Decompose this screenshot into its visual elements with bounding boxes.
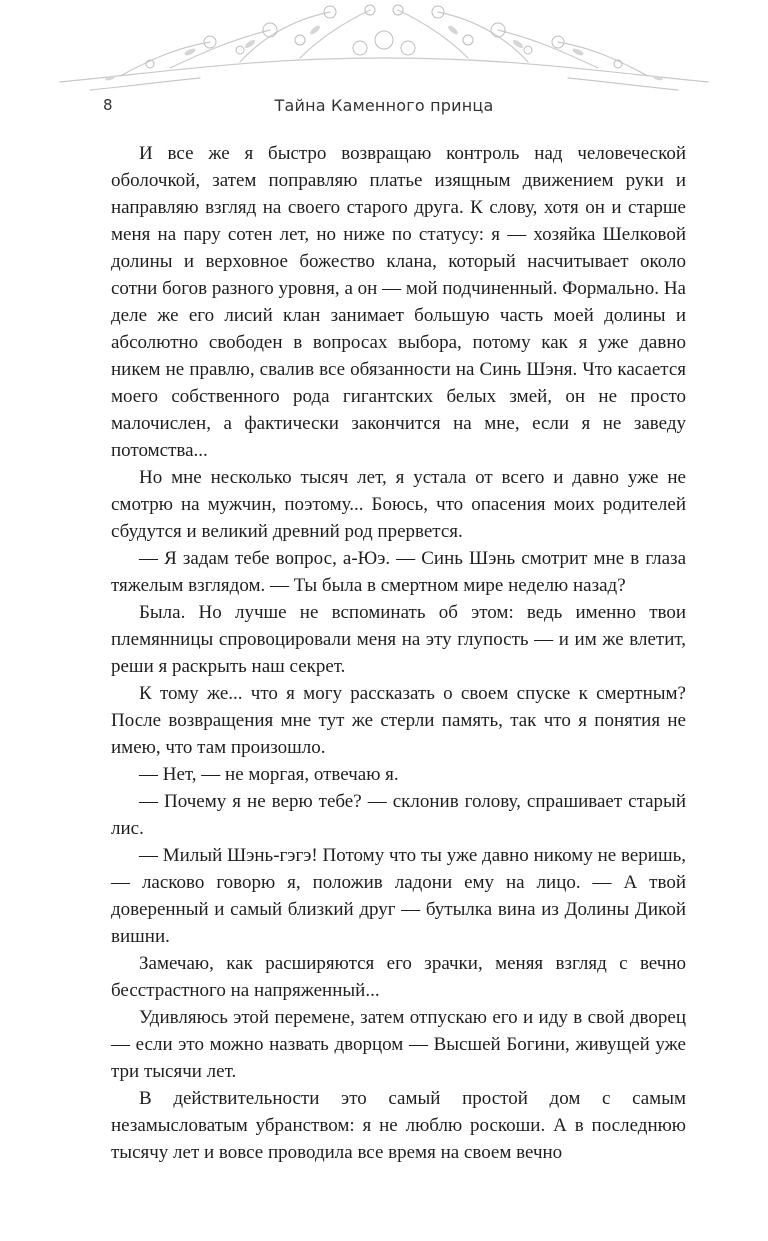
floral-branch-ornament <box>0 0 768 100</box>
paragraph: В действительности это самый простой дом с самым незамысловатым убранством: я не люблю роскоши. А в последнюю тысячу лет и вовсе проводила все время на своем вечно <box>111 1088 686 1163</box>
paragraph: — Почему я не верю тебе? — склонив голову, спрашивает старый лис. <box>111 791 686 839</box>
paragraph: К тому же... что я могу рассказать о своем спуске к смертным? После возвращения мне тут же стерли память, так что я понятия не имею, что там произошло. <box>111 683 686 758</box>
paragraph: И все же я быстро возвращаю контроль над человеческой оболочкой, затем поправляю платье изящным движением руки и направляю взгляд на своего старого друга. К слову, хотя он и старше меня на пару сотен лет, но ниже по статусу: я — хозяйка Шелковой долины и верховное божество клана, который насчитывает около сотни богов разного уровня, а он — мой подчиненный. Формально. На деле же его лисий клан занимает большую часть моей долины и абсолютно свободен в вопросах выбора, потому как я уже давно никем не правлю, свалив все обязанности на Синь Шэня. Что касается моего собственного рода гигантских белых змей, он не просто малочислен, а фактически закончится на мне, если я не заведу потомства... <box>111 143 686 461</box>
paragraph: Была. Но лучше не вспоминать об этом: ведь именно твои племянницы спровоцировали меня на эту глупость — и им же влетит, реши я раскрыть наш секрет. <box>111 602 686 677</box>
paragraph: Но мне несколько тысяч лет, я устала от всего и давно уже не смотрю на мужчин, поэтому... Боюсь, что опасения моих родителей сбудутся и великий древний род прервется. <box>111 467 686 542</box>
paragraph: — Милый Шэнь-гэгэ! Потому что ты уже давно никому не веришь, — ласково говорю я, положив ладони ему на лицо. — А твой доверенный и самый близкий друг — бутылка вина из Долины Дикой вишни. <box>111 845 686 947</box>
running-header <box>0 96 768 118</box>
text-body <box>111 140 686 1166</box>
paragraph: — Нет, — не моргая, отвечаю я. <box>139 764 399 785</box>
book-title: Тайна Каменного принца <box>274 96 494 115</box>
paragraph: Удивляюсь этой перемене, затем отпускаю его и иду в свой дворец — если это можно назвать дворцом — Высшей Богини, живущей уже три тысячи лет. <box>111 1007 686 1082</box>
paragraph: Замечаю, как расширяются его зрачки, меняя взгляд с вечно бесстрастного на напряженный... <box>111 953 686 1001</box>
page-number: 8 <box>103 96 113 114</box>
paragraph: — Я задам тебе вопрос, а-Юэ. — Синь Шэнь смотрит мне в глаза тяжелым взглядом. — Ты была в смертном мире неделю назад? <box>111 548 686 596</box>
